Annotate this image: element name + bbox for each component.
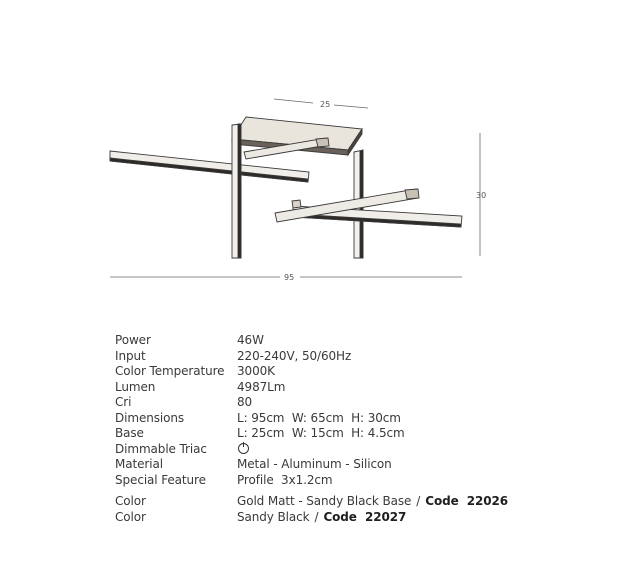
lamp-bar-connector-end [316,138,329,147]
color-label: Color [115,509,146,524]
spec-row-dimmable-triac [115,442,595,458]
spec-label: Material [115,457,163,471]
spec-value: 4987Lm [237,379,286,394]
spec-label: Dimmable Triac [115,441,207,456]
spec-row-dimensions [115,411,595,427]
dimension-top-label: 25 [320,100,331,109]
spec-row-power [115,333,595,349]
spec-value: L: 95cm W: 65cm H: 30cm [237,410,401,425]
spec-row-material [115,457,595,473]
lamp-bar-right-upper-end [405,189,419,199]
spec-row-special-feature [115,473,595,489]
color-separator: / [416,494,421,508]
dimension-right-label: 30 [476,191,487,200]
spec-label: Dimensions [115,410,185,425]
spec-table [115,333,595,525]
dimmable-triac-icon [238,443,249,454]
color-row-2 [115,510,595,526]
spec-row-lumen [115,380,595,396]
spec-row-base [115,426,595,442]
color-row-1 [115,494,595,510]
spec-label: Cri [115,395,132,409]
spec-label: Color Temperature [115,364,225,378]
spec-row-color-temperature [115,364,595,380]
lamp-bar-right-stub [292,200,301,208]
spec-row-cri [115,395,595,411]
product-code: Code 22026 [425,494,509,508]
color-label: Color [115,494,146,508]
lamp-post-left-shadow [238,124,241,258]
spec-label: Special Feature [115,472,206,487]
spec-label: Base [115,426,144,440]
color-separator: / [314,509,319,524]
spec-value: 80 [237,395,253,409]
lamp-illustration [110,117,462,258]
color-value: Gold Matt - Sandy Black Base [237,494,412,508]
spec-value: Profile 3x1.2cm [237,472,333,487]
spec-value: 220-240V, 50/60Hz [237,348,352,363]
spec-label: Lumen [115,379,156,394]
spec-value: L: 25cm W: 15cm H: 4.5cm [237,426,405,440]
product-code: Code 22027 [323,509,407,524]
spec-label: Input [115,348,146,363]
spec-value: 46W [237,333,264,347]
spec-row-input [115,349,595,365]
spec-value: Metal - Aluminum - Silicon [237,457,392,471]
spec-value: 3000K [237,364,275,378]
color-value: Sandy Black [237,509,310,524]
dimension-bottom-label: 95 [284,273,295,282]
spec-label: Power [115,333,151,347]
